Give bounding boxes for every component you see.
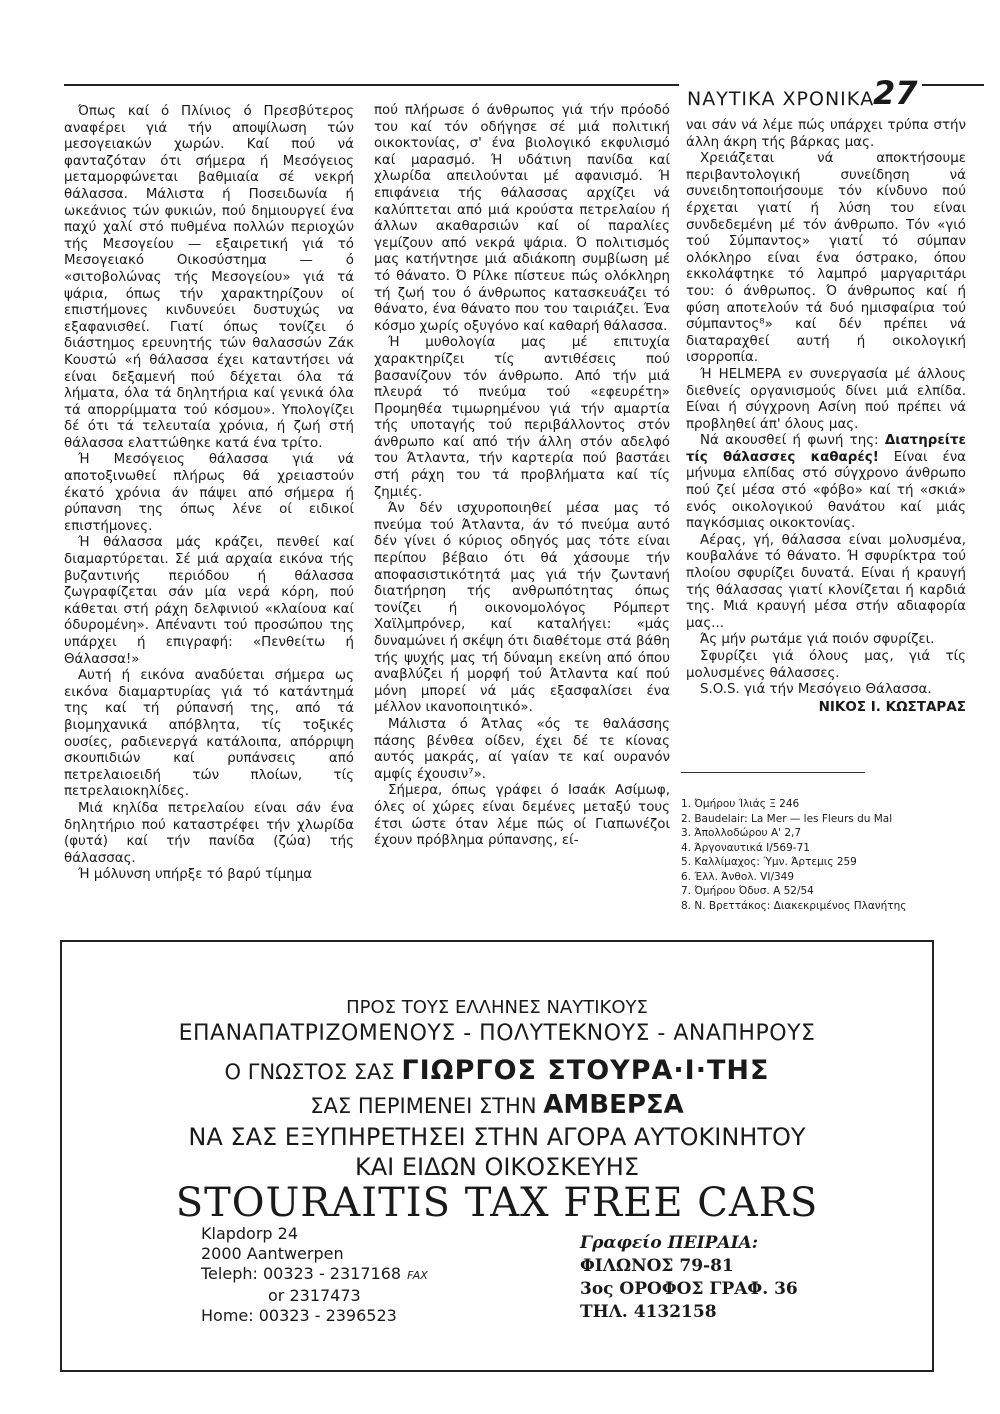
paragraph: Ή HELMEPA εν συνεργασία μέ άλλους διεθνείς οργανισμούς δίνει μιά ελπίδα. Είναι ή σύγχρονη Ασίνη πού πρέπει νά προβληθεί άπ' όλους μας. <box>686 366 966 432</box>
ad-phone-line <box>201 1264 428 1286</box>
paragraph: ναι σάν νά λέμε πώς υπάρχει τρύπα στήν άλλη άκρη τής βάρκας μας. <box>686 118 966 150</box>
ad-line-6: ΚΑΙ ΕΙΔΩΝ ΟΙΚΟΣΚΕΥΗΣ <box>355 1153 639 1181</box>
ad-line-5: ΝΑ ΣΑΣ ΕΞΥΠΗΡΕΤΗΣΕΙ ΣΤΗΝ ΑΓΟΡΑ ΑΥΤΟΚΙΝΗΤΟΥ <box>188 1123 806 1151</box>
ad-city: ΑΜΒΕΡΣΑ <box>543 1090 684 1120</box>
ad-brand-name: STOURAITIS TAX FREE CARS <box>175 1180 819 1226</box>
ad-line-3 <box>62 1055 932 1086</box>
paragraph: S.O.S. γιά τήν Μεσόγειο Θάλασσα. <box>700 682 932 698</box>
ad-phone: Teleph: 00323 - 2317168 <box>201 1264 402 1283</box>
paragraph: Ή μυθολογία μας μέ επιτυχία χαρακτηρίζει τίς αντιθέσεις πού βασανίζουν τόν άνθρωπο. Από τήν μιά πλευρά τό πνεύμα τού «εφευρέτη» Προμηθέα τιμωρημένου γιά τήν αμαρτία τής υποταγής τού περιβάλλοντος στόν άνθρωπο καί από τήν άλλη στόν αδελφό του Άτλαντα, τήν καρτερία πού βαστάει στή ράχη του τά προβλήματα καί τίς ζημιές. <box>374 335 670 500</box>
header-rule-right <box>922 84 984 86</box>
ad-street: Klapdorp 24 <box>201 1224 299 1243</box>
ad-line-2: ΕΠΑΝΑΠΑΤΡΙΖΟΜΕΝΟΥΣ - ΠΟΛΥΤΕΚΝΟΥΣ - ΑΝΑΠΗΡΟΥΣ <box>178 1021 816 1046</box>
paragraph: Αέρας, γή, θάλασσα είναι μολυσμένα, κουβαλάνε τό θάνατο. Ή σφυρίκτρα τού πλοίου σφυρίζει δυνατά. Είναι ή κραυγή τής θάλασσας γιατί κλονίζεται ή καρδιά της. Μιά κραυγή μέσα στήν αδιαφορία μας... <box>686 532 966 631</box>
footnote: 1. Όμήρου Ίλιάς Ξ 246 <box>681 798 800 810</box>
author-name: ΝΙΚΟΣ Ι. ΚΩΣΤΑΡΑΣ <box>818 698 966 715</box>
ad-person-name: ΓΙΩΡΓΟΣ ΣΤΟΥΡΑ·Ι·ΤΗΣ <box>401 1055 770 1086</box>
ad-office-block <box>580 1232 798 1324</box>
ad-fax-label: FAX <box>407 1269 428 1282</box>
footnote-divider <box>681 772 865 773</box>
footnote: 4. Άργοναυτικά Ι/569-71 <box>681 841 810 854</box>
paragraph: Άς μήν ρωτάμε γιά ποιόν σφυρίζει. <box>700 632 935 648</box>
article-column-1 <box>64 104 354 884</box>
article-column-3 <box>686 103 966 715</box>
footnote: 2. Baudelair: La Mer — les Fleurs du Mal <box>681 812 893 825</box>
ad-office-title: Γραφείο ΠΕΙΡΑΙΑ: <box>580 1233 759 1253</box>
ad-line-4 <box>62 1090 932 1120</box>
ad-intro: Ο ΓΝΩΣΤΟΣ ΣΑΣ <box>224 1060 395 1084</box>
footnote: 6. Έλλ. Άνθολ. VI/349 <box>681 870 795 883</box>
paragraph: Μάλιστα ό Άτλας «ός τε θαλάσσης πάσης βένθεα οίδεν, έχει δέ τε κίονας αυτός μακράς, αί γαίαν τε καί ουρανόν αμφίς έχουσιν⁷». <box>374 716 670 782</box>
ad-office-floor: 3ος ΟΡΟΦΟΣ ΓΡΑΦ. 36 <box>580 1279 798 1299</box>
ad-city-postcode: 2000 Aantwerpen <box>201 1244 344 1263</box>
footnote-list <box>681 797 981 913</box>
paragraph: Άν δέν ισχυροποιηθεί μέσα μας τό πνεύμα τού Άτλαντα, άν τό πνεύμα αυτό δέν γίνει ό κύριος οδηγός μας τότε είναι περίπου βέβαιο ότι θά χάσουμε τήν αποφασιστικότητά μας γιά τήν ζωντανή διατήρηση τής ανθρωπότητας όπως τονίζει ή οικονομολόγος Ρόμπερτ Χαϊλμπρόνερ, καί καταλήγει: «μάς δυναμώνει ή σκέψη ότι διαθέτομε στά βάθη τής ψυχής μας τή δύναμη εκείνη από όπου αναβλύζει ή μορφή τού Άτλαντα καί πού μόνη μπορεί νά μάς εξασφαλίσει ένα μέλλον ικανοποιητικό». <box>374 501 670 716</box>
footnote: 8. Ν. Βρεττάκος: Διακεκριμένος Πλανήτης <box>681 899 907 912</box>
paragraph: πού πλήρωσε ό άνθρωπος γιά τήν πρόοδό του καί τόν οδήγησε σέ μιά πολιτική οικοκτονίας, σ' ένα βιολογικό εκφυλισμό καί μαρασμό. Ή υδάτινη πανίδα καί χλωρίδα απειλούνται μέ αφανισμό. Ή επιφάνεια τής θάλασσας αρχίζει νά καλύπτεται από μιά κρούστα πετρελαίου ή άλλων ακαθαρσιών καί οί παραλίες γεμίζουν από νεκρά ψάρια. Ό πολιτισμός μας κατήντησε μιά αδιάκοπη συμβίωση μέ τό θάνατο. Ό Ρίλκε πίστευε πώς ολόκληρη τή ζωή του ό άνθρωπος κατασκευάζει τό θάνατο, ένα θάνατο που του ταιριάζει. Ένα κόσμο χωρίς οξυγόνο καί καθαρή θάλασσα. <box>374 103 670 334</box>
ad-office-phone: ΤΗΛ. 4132158 <box>580 1302 717 1322</box>
paragraph: Ή θάλασσα μάς κράζει, πενθεί καί διαμαρτύρεται. Σέ μιά αρχαία εικόνα τής βυζαντινής περιόδου ή θάλασσα ζωγραφίζεται σάν μία νερά κόρη, πού κάθεται στή ράχη δελφινιού «κλαίουα καί όδυρομένη». Απέναντι τού προσώπου της υπάρχει ή επιγραφή: «Πενθείτω ή Θάλασσα!» <box>64 535 354 667</box>
footnote: 7. Όμήρου Όδυσ. Α 52/54 <box>681 885 814 897</box>
advertisement-box <box>60 940 934 1372</box>
paragraph: Όπως καί ό Πλίνιος ό Πρεσβύτερος αναφέρει γιά τήν αποψίλωση τών μεσογειακών χωρών. Καί πού νά φανταζόταν ότι σήμερα ή Μεσόγειος μεταμορφώνεται βαθμιαία σέ νεκρή θάλασσα. Μάλιστα ή Ποσειδωνία ή ωκεάνιος τών φυκιών, πού δημιουργεί ένα παχύ χαλί στό πυθμένα πολλών περιοχών τής Μεσογείου — εξαιρετική γιά τό Μεσογειακό Οικοσύστημα — ό «σιτοβολώνας τής Μεσογείου» γιά τά ψάρια, όπως τήν χαρακτηρίζουν οί επιστήμονες κινδυνεύει δυστυχώς να εξαφανισθεί. Γιατί όπως τονίζει ό διάστημος ερευνητής τών θαλασσών Ζάκ Κουστώ «ή θάλασσα έχει καταντήσει νά είναι δεξαμενή πού δέχεται όλα τά λήματα, όλα τά δηλητήρια καί γενικά όλα τά απορρίμματα τού κόσμου». Υπολογίζει δέ ότι τά τελευταία χρόνια, ή ζωή στή θάλασσα ελαττώθηκε κατά ένα τρίτο. <box>64 104 354 451</box>
footnote: 5. Καλλίμαχος: Ύμν. Άρτεμις 259 <box>681 856 857 868</box>
paragraph: Αυτή ή εικόνα αναδύεται σήμερα ως εικόνα διαμαρτυρίας γιά τό κατάντημά της καί τή ρύπανσή της, από τά βιομηχανικά απόβλητα, τίς τοξικές ουσίες, ραδιενεργά κατάλοιπα, απόρριψη σκουπιδιών καί ρυπάνσεις από πετρελαιοειδή τών πλοίων, τίς πετρελαιοκηλίδες. <box>64 668 354 800</box>
paragraph-slogan <box>686 433 966 533</box>
header-rule-left <box>64 84 679 86</box>
footnote: 3. Άπολλοδώρου Α' 2,7 <box>681 827 802 839</box>
slogan-lead: Νά ακουσθεί ή φωνή της: <box>700 433 885 449</box>
ad-office-street: ΦΙΛΩΝΟΣ 79-81 <box>580 1256 734 1276</box>
magazine-title: ΝΑΥΤΙΚΑ ΧΡΟΝΙΚΑ <box>687 88 875 110</box>
paragraph: Χρειάζεται νά αποκτήσουμε περιβαντολογική συνείδηση νά συνειδητοποιήσουμε τόν κίνδυνο πού έρχεται γιατί ή λύση του είναι συνδεδεμένη μέ τόν άνθρωπο. Τόν «γιό τού Σύμπαντος» γιατί τό σύμπαν ολόκληρο είναι ένα όστρακο, όπου εκκολάφτηκε τό λαμπρό μαργαριτάρι του: ό άνθρωπος. Ό άνθρωπος καί ή φύση αποτελούν τά δυό ημισφαίρια τού σύμπαντος⁸» καί δέν πρέπει νά διαταραχθεί αυτή ή οικολογική ισορροπία. <box>686 151 966 366</box>
paragraph: Μιά κηλίδα πετρελαίου είναι σάν ένα δηλητήριο πού καταστρέφει τήν χλωρίδα (φυτά) καί τήν πανίδα (ζώα) τής θάλασσας. <box>64 800 354 866</box>
ad-phone-2: or 2317473 <box>268 1286 361 1305</box>
article-column-2 <box>374 103 670 850</box>
paragraph: Ή Μεσόγειος θάλασσα γιά νά αποτοξινωθεί πλήρως θά χρειαστούν έκατό χρόνια άν πάψει από σήμερα ή ρύπανση της όπως λένε οί ειδικοί επιστήμονες. <box>64 452 354 534</box>
paragraph: Ή μόλυνση υπήρξε τό βαρύ τίμημα <box>78 867 313 883</box>
ad-line-1: ΠΡΟΣ ΤΟΥΣ ΕΛΛΗΝΕΣ ΝΑΥΤΙΚΟΥΣ <box>346 997 648 1018</box>
paragraph: Σήμερα, όπως γράφει ό Ισαάκ Ασίμωφ, όλες οί χώρες είναι δεμένες μεταξύ τους έτσι ώστε όταν λέμε πώς οί Γιαπωνέζοι έχουν πρόβλημα ρύπανσης, εί- <box>374 783 670 849</box>
ad-wait-text: ΣΑΣ ΠΕΡΙΜΕΝΕΙ ΣΤΗΝ <box>310 1094 537 1118</box>
page-number: 27 <box>873 74 918 112</box>
paragraph: Σφυρίζει γιά όλους μας, γιά τίς μολυσμένες θάλασσες. <box>686 649 966 681</box>
slogan-bold: Διατηρείτε τίς θάλασσες καθαρές! <box>686 433 966 465</box>
ad-home-phone: Home: 00323 - 2396523 <box>201 1306 397 1325</box>
ad-address-block <box>201 1224 428 1326</box>
slogan-rest: Είναι ένα μήνυμα ελπίδας στό σύγχρονο άνθρωπο πού ζεί μέσα στό «φόβο» καί τή «σκιά» ενός οικολογικού θανάτου καί μιάς παγκόσμιας οικοκτονίας. <box>686 449 966 532</box>
